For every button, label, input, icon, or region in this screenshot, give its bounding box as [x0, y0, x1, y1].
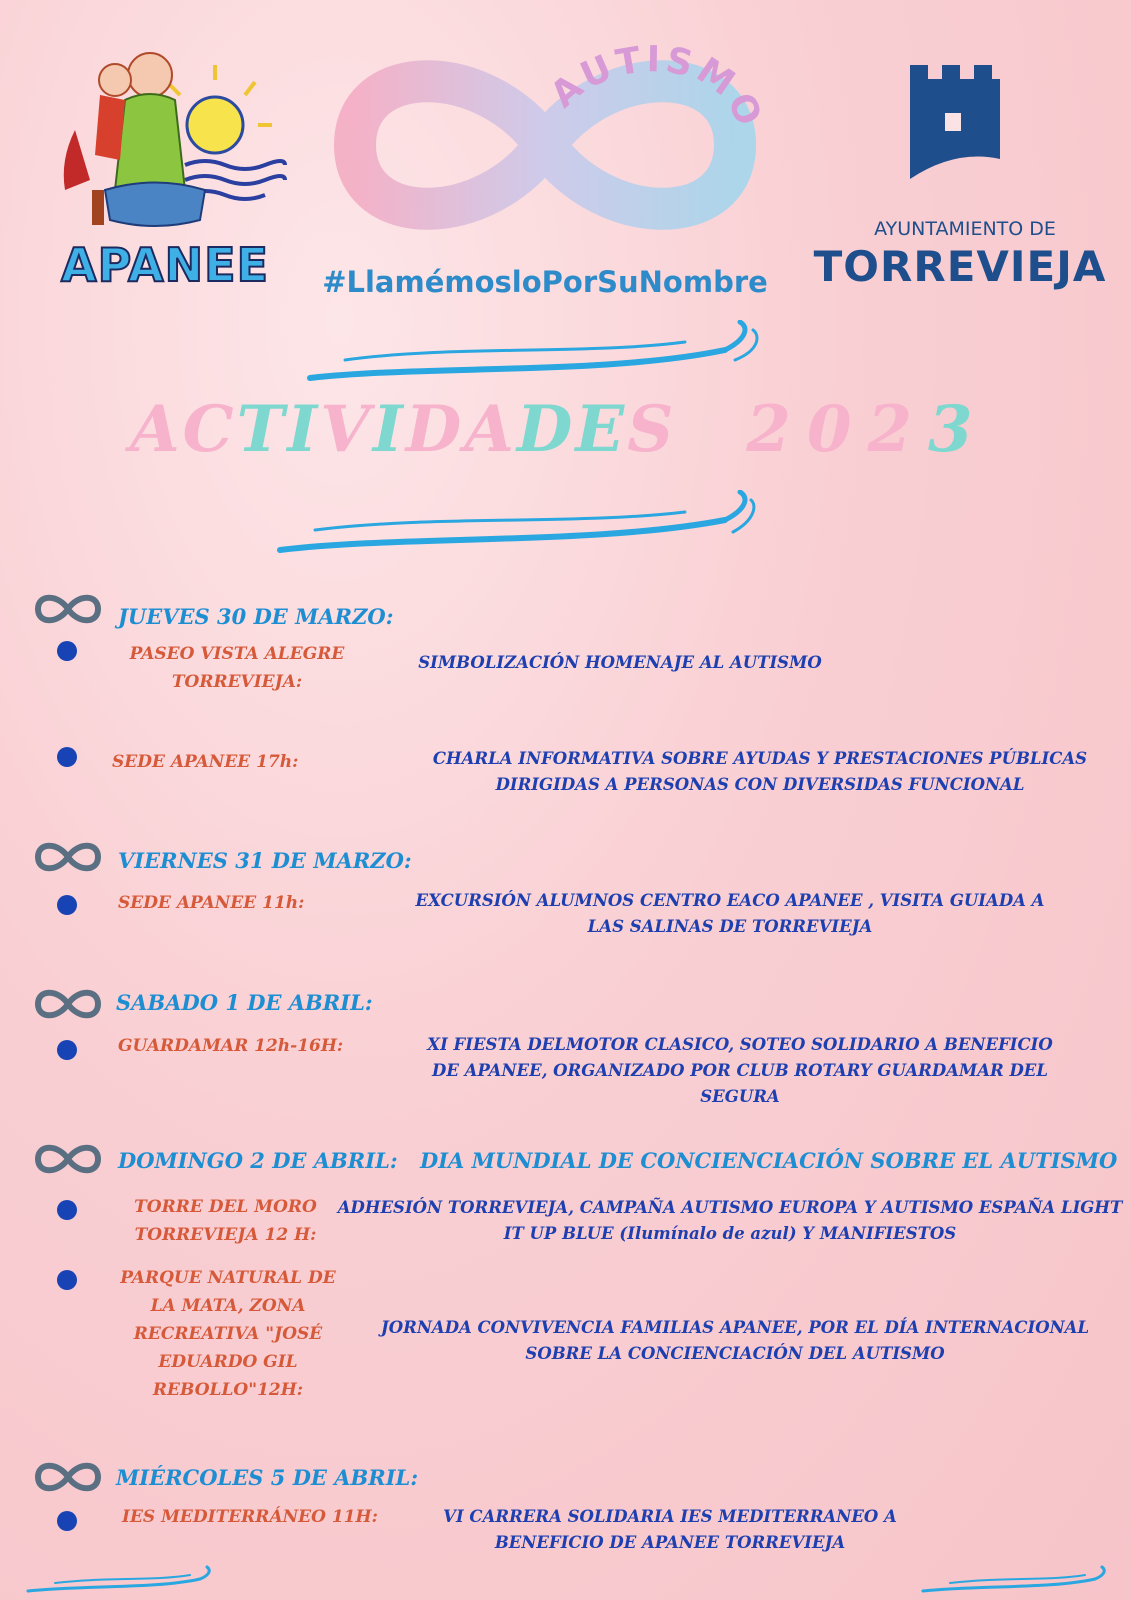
event-description: CHARLA INFORMATIVA SOBRE AYUDAS Y PRESTACIONES PÚBLICAS DIRIGIDAS A PERSONAS CON DIVERSIDAS FUNCIONAL — [432, 749, 1088, 794]
wave-swoosh-icon — [275, 490, 765, 560]
day-note: DIA MUNDIAL DE CONCIENCIACIÓN SOBRE EL AUTISMO — [420, 1148, 1118, 1173]
day-heading: JUEVES 30 DE MARZO: — [118, 604, 394, 629]
event-place: IES MEDITERRÁNEO 11H: — [122, 1507, 378, 1527]
ayuntamiento-label: AYUNTAMIENTO DE — [874, 218, 1056, 240]
event-description: SIMBOLIZACIÓN HOMENAJE AL AUTISMO — [418, 653, 822, 672]
wave-swoosh-icon — [305, 320, 765, 390]
event-place: PASEO VISTA ALEGRE TORREVIEJA: — [129, 644, 345, 692]
infinity-bullet-icon — [32, 1458, 104, 1496]
event-description: ADHESIÓN TORREVIEJA, CAMPAÑA AUTISMO EUROPA Y AUTISMO ESPAÑA LIGHT IT UP BLUE (Ilumínalo de azul) Y MANIFIESTOS — [337, 1198, 1123, 1243]
event-description: JORNADA CONVIVENCIA FAMILIAS APANEE, POR EL DÍA INTERNACIONAL SOBRE LA CONCIENCIACIÓN DEL AUTISMO — [380, 1318, 1090, 1363]
page-title — [130, 392, 1030, 467]
torrevieja-tower-icon — [905, 65, 1005, 185]
event-description: EXCURSIÓN ALUMNOS CENTRO EACO APANEE , VISITA GUIADA A LAS SALINAS DE TORREVIEJA — [415, 891, 1045, 936]
wave-swoosh-icon — [25, 1565, 215, 1595]
day-heading: DOMINGO 2 DE ABRIL: — [118, 1148, 398, 1173]
infinity-autismo-icon — [315, 30, 775, 260]
event-description: XI FIESTA DELMOTOR CLASICO, SOTEO SOLIDARIO A BENEFICIO DE APANEE, ORGANIZADO POR CLUB ROTARY GUARDAMAR DEL SEGURA — [427, 1035, 1053, 1106]
event-description: VI CARRERA SOLIDARIA IES MEDITERRANEO A BENEFICIO DE APANEE TORREVIEJA — [443, 1507, 897, 1552]
day-heading: SABADO 1 DE ABRIL: — [116, 990, 373, 1015]
bullet-icon — [57, 1270, 77, 1290]
day-heading: VIERNES 31 DE MARZO: — [118, 848, 412, 873]
title-activities: ACTIVIDADES — [130, 392, 677, 467]
bullet-icon — [57, 1040, 77, 1060]
bullet-icon — [57, 641, 77, 661]
event-place: GUARDAMAR 12h-16H: — [118, 1036, 344, 1056]
event-place: PARQUE NATURAL DE LA MATA, ZONA RECREATIVA "JOSÉ EDUARDO GIL REBOLLO"12H: — [120, 1268, 336, 1400]
event-place: SEDE APANEE 11h: — [118, 893, 305, 913]
bullet-icon — [57, 1200, 77, 1220]
infinity-bullet-icon — [32, 1140, 104, 1178]
title-year: 2023 — [746, 392, 989, 467]
bullet-icon — [57, 895, 77, 915]
torrevieja-label: TORREVIEJA — [813, 242, 1107, 291]
infinity-bullet-icon — [32, 985, 104, 1023]
infinity-autismo-text: AUTISMO — [543, 39, 771, 136]
infinity-bullet-icon — [32, 590, 104, 628]
bullet-icon — [57, 1511, 77, 1531]
wave-swoosh-icon — [920, 1565, 1110, 1595]
hashtag: #LlamémosloPorSuNombre — [322, 265, 768, 299]
bullet-icon — [57, 747, 77, 767]
event-place: SEDE APANEE 17h: — [112, 752, 299, 772]
event-place: TORRE DEL MORO TORREVIEJA 12 H: — [134, 1197, 317, 1245]
infinity-bullet-icon — [32, 838, 104, 876]
day-heading: MIÉRCOLES 5 DE ABRIL: — [116, 1465, 419, 1490]
apanee-logo-text: APANEE — [60, 238, 270, 292]
